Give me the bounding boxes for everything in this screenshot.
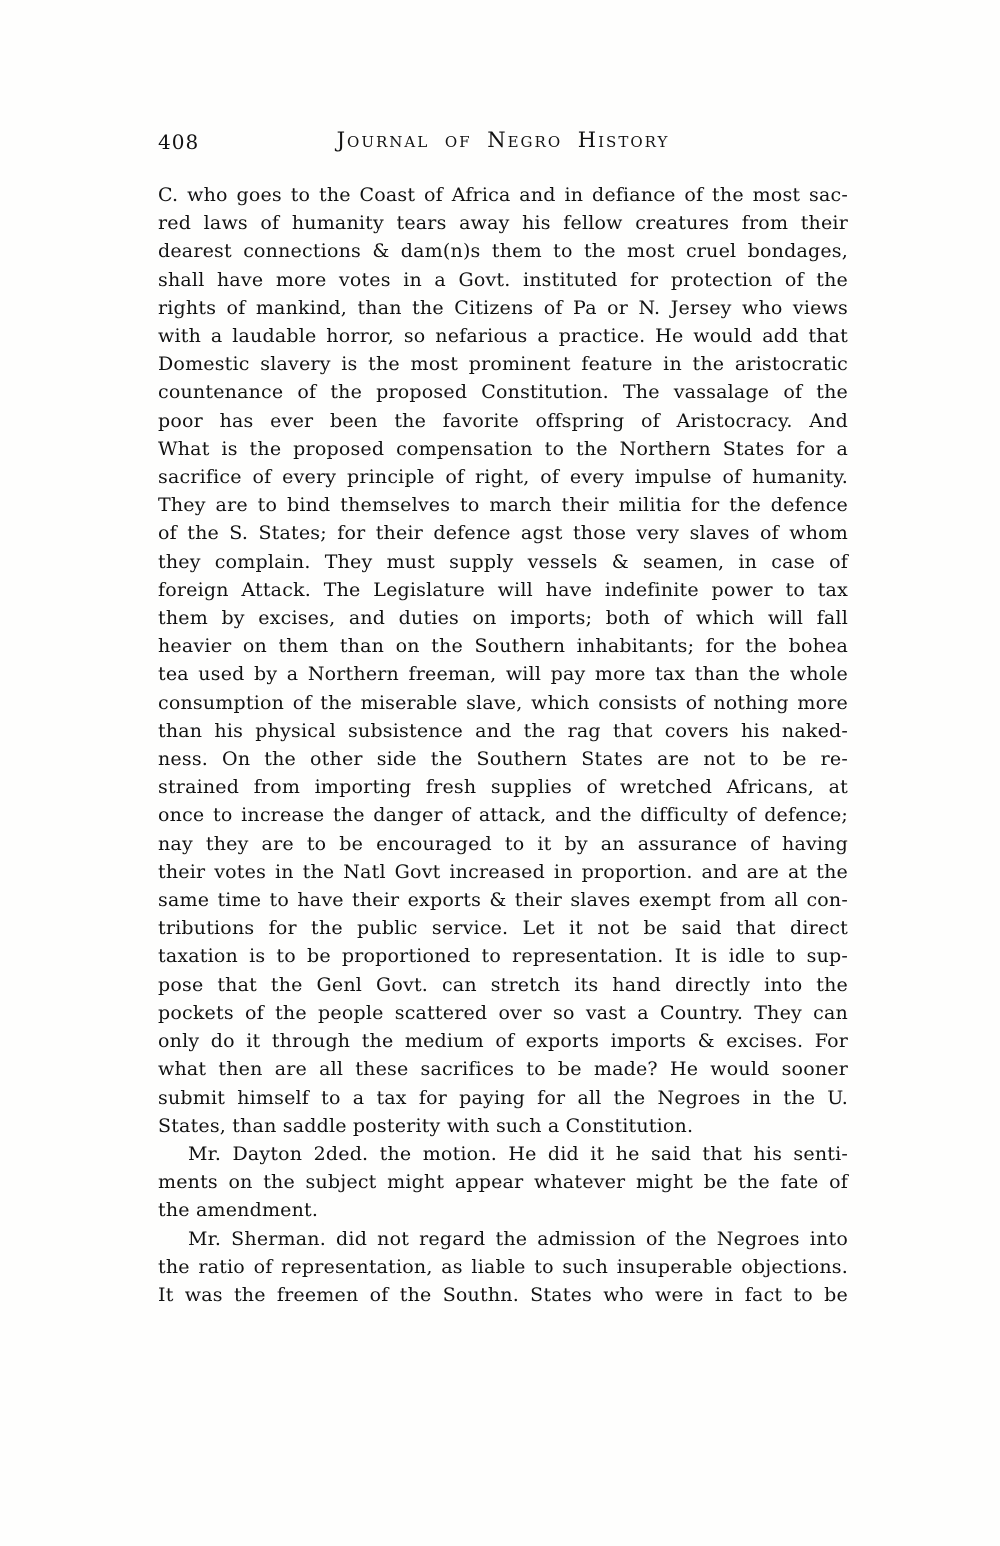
text-line: heavier on them than on the Southern inhabitants; for the bohea [158,635,848,658]
text-line: they complain. They must supply vessels & seamen, in case of [158,550,848,573]
text-line: sacrifice of every principle of right, of every impulse of humanity. [158,466,848,489]
text-line: submit himself to a tax for paying for all the Negroes in the U. [158,1086,848,1109]
page-header [158,128,848,158]
paragraph [158,1140,848,1225]
text-line: What is the proposed compensation to the Northern States for a [158,437,848,460]
text-line: tea used by a Northern freeman, will pay more tax than the whole [158,663,848,686]
text-line: pose that the Genl Govt. can stretch its hand directly into the [158,973,848,996]
text-line: Mr. Sherman. did not regard the admission of the Negroes into [188,1227,848,1250]
text-line: of the S. States; for their defence agst those very slaves of whom [158,522,848,545]
text-line: Mr. Dayton 2ded. the motion. He did it he said that his senti- [188,1142,848,1165]
text-line: strained from importing fresh supplies of wretched Africans, at [158,776,848,799]
text-line: the ratio of representation, as liable to such insuperable objections. [158,1255,848,1278]
text-line: rights of mankind, than the Citizens of Pa or N. Jersey who views [158,296,848,319]
page-number: 408 [158,130,200,154]
page-body [158,181,848,1309]
text-line: taxation is to be proportioned to representation. It is idle to sup- [158,945,848,968]
paragraph [158,181,848,1140]
text-line: only do it through the medium of exports imports & excises. For [158,1030,848,1053]
text-line: with a laudable horror, so nefarious a practice. He would add that [158,325,848,348]
text-line: It was the freemen of the Southn. States who were in fact to be [158,1283,848,1306]
text-line: the amendment. [158,1199,319,1222]
text-line: foreign Attack. The Legislature will have indefinite power to tax [158,578,848,601]
text-line: C. who goes to the Coast of Africa and in defiance of the most sac- [158,184,848,206]
text-line: shall have more votes in a Govt. instituted for protection of the [158,268,848,291]
text-line: same time to have their exports & their slaves exempt from all con- [158,889,848,912]
text-line: consumption of the miserable slave, which consists of nothing more [158,691,848,714]
text-line: Domestic slavery is the most prominent feature in the aristocratic [158,353,848,376]
text-line: countenance of the proposed Constitution. The vassalage of the [158,381,848,404]
text-line: ness. On the other side the Southern States are not to be re- [158,748,848,771]
journal-title: Journal of Negro History [336,128,670,152]
text-line: what then are all these sacrifices to be made? He would sooner [158,1058,848,1081]
paragraph [158,1225,848,1310]
text-line: dearest connections & dam(n)s them to the most cruel bondages, [158,240,848,263]
text-line: red laws of humanity tears away his fellow creatures from their [158,212,848,235]
text-line: ments on the subject might appear whatever might be the fate of [158,1171,848,1194]
text-line: tributions for the public service. Let it not be said that direct [158,917,848,940]
text-line: their votes in the Natl Govt increased in proportion. and are at the [158,860,848,883]
text-line: They are to bind themselves to march their militia for the defence [158,494,848,517]
text-line: once to increase the danger of attack, and the difficulty of defence; [158,804,848,827]
text-line: pockets of the people scattered over so vast a Country. They can [158,1001,848,1024]
text-line: States, than saddle posterity with such a Constitution. [158,1114,694,1137]
text-line: than his physical subsistence and the rag that covers his naked- [158,719,848,742]
text-line: nay they are to be encouraged to it by an assurance of having [158,832,848,855]
text-line: poor has ever been the favorite offspring of Aristocracy. And [158,409,848,432]
text-line: them by excises, and duties on imports; both of which will fall [158,607,848,630]
